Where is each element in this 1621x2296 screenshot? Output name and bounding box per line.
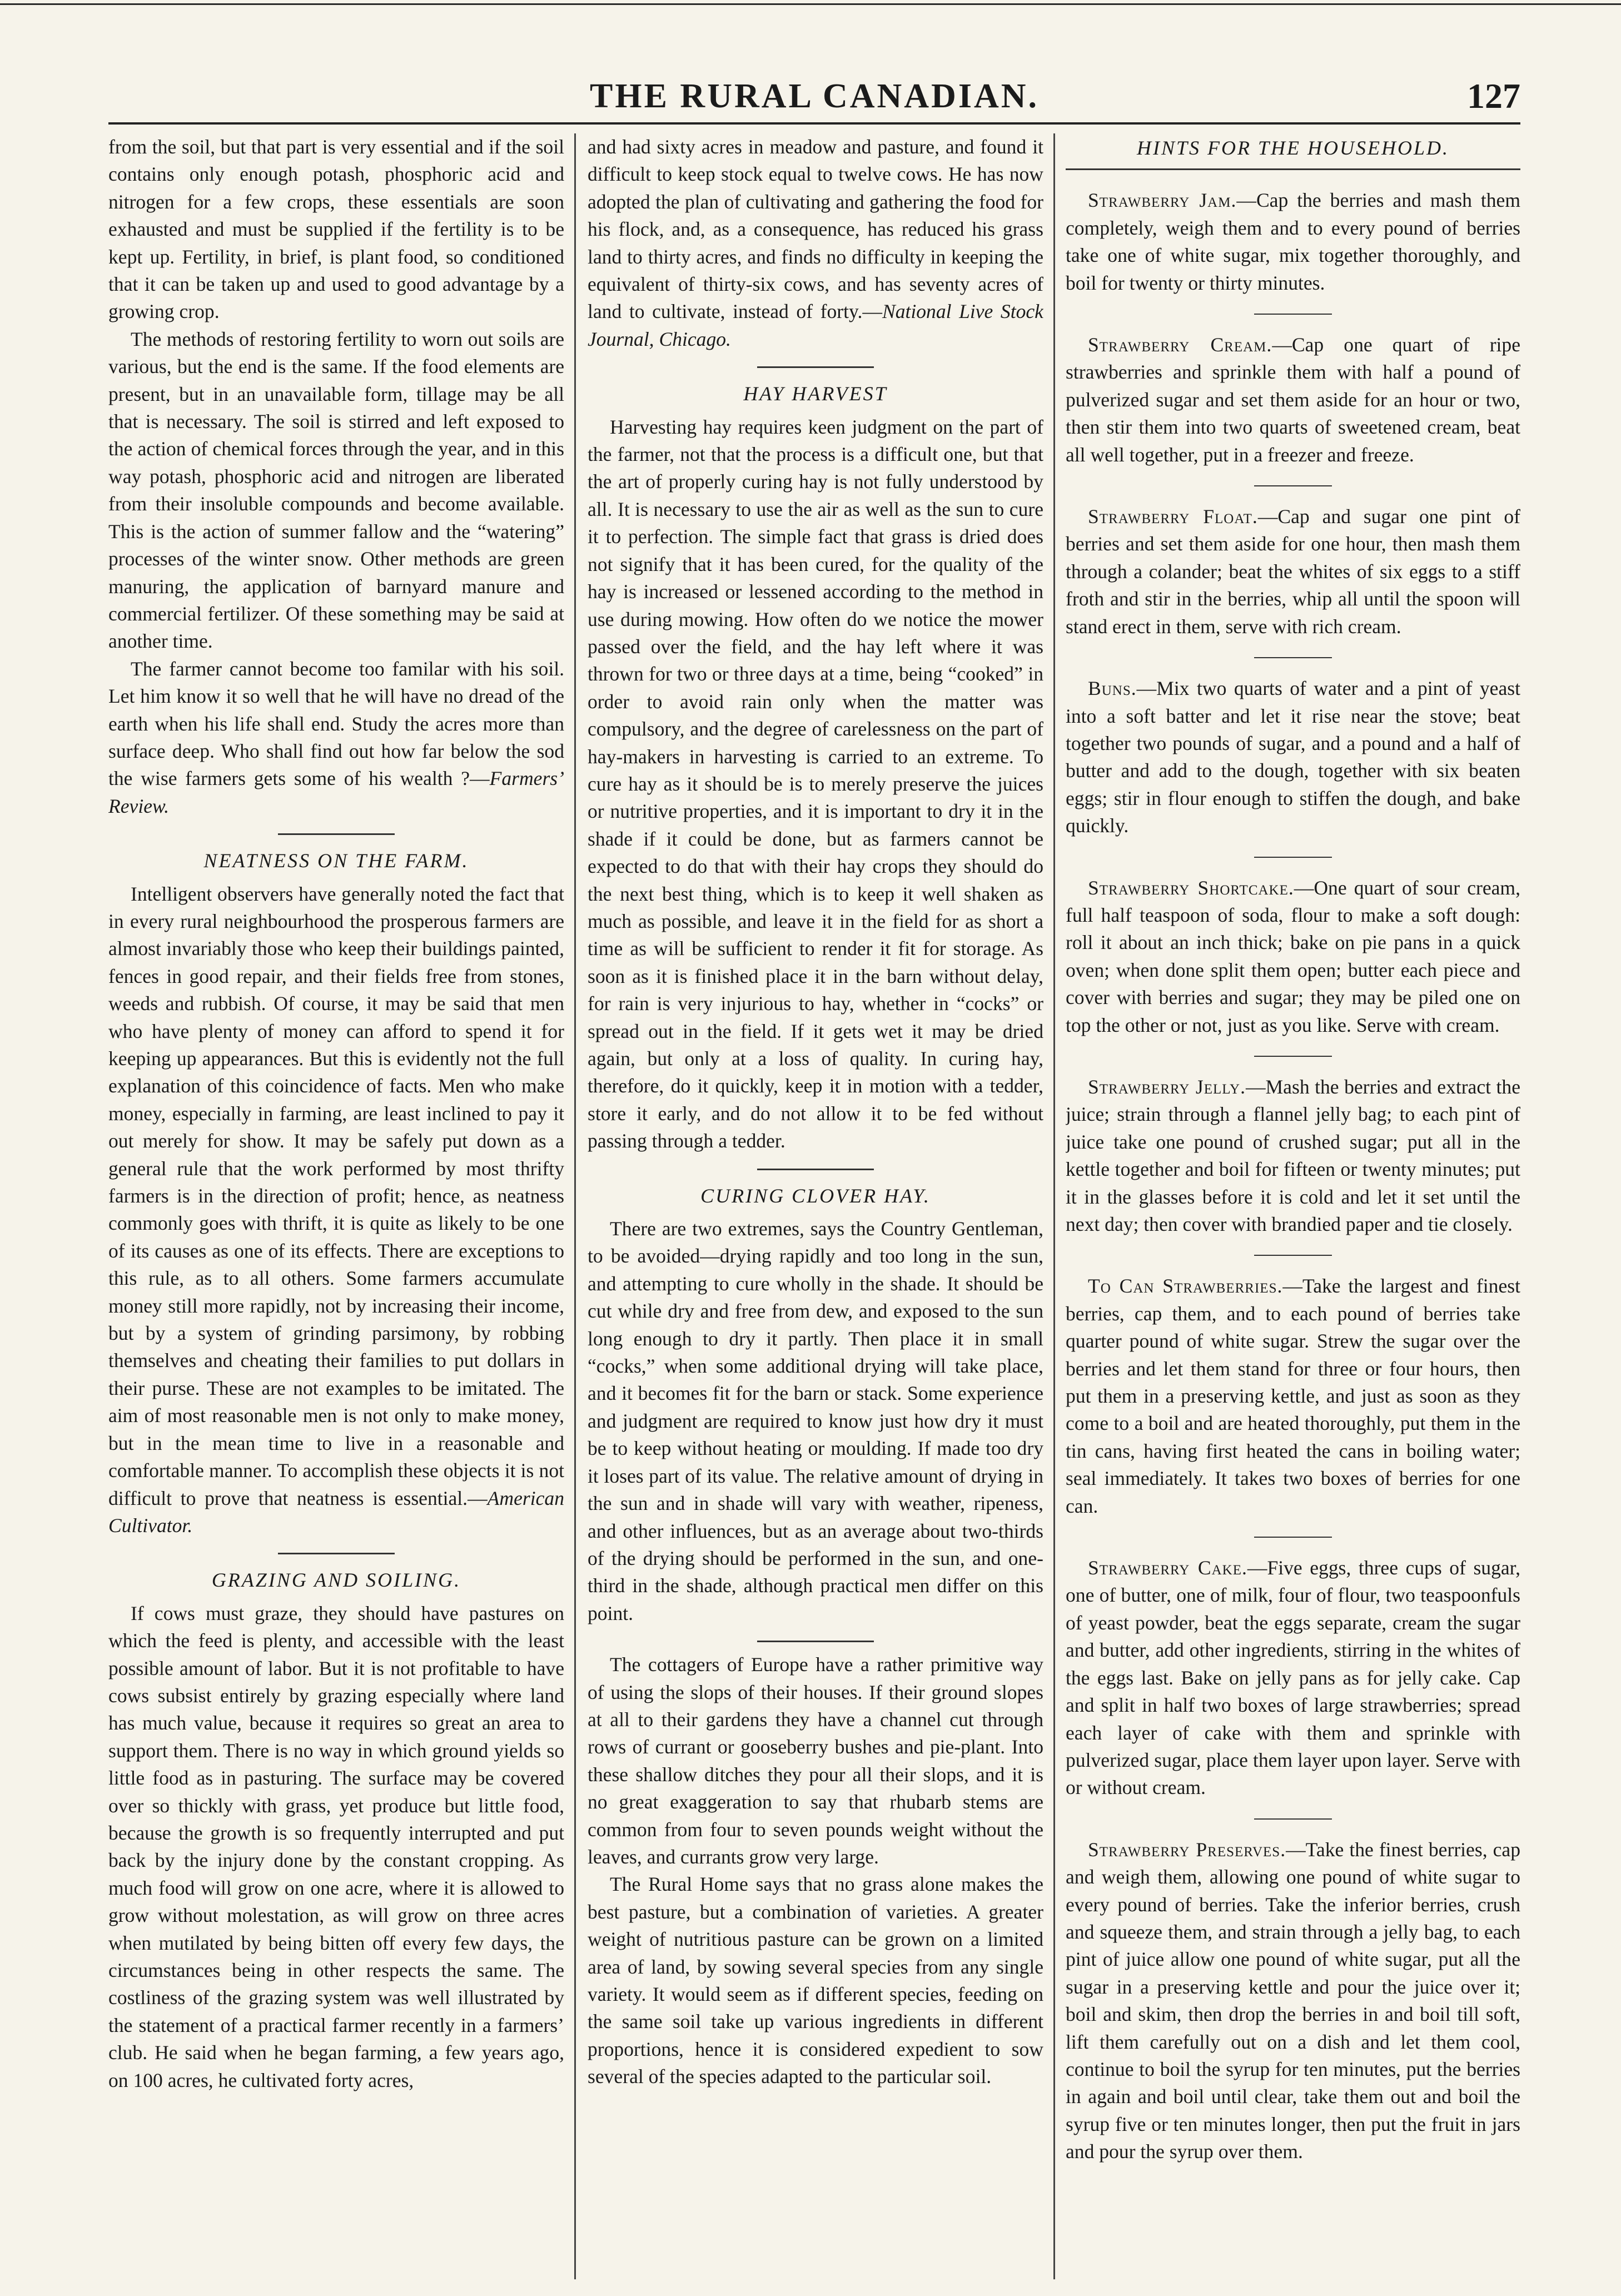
recipe-strawberry-jam [1066,187,1520,315]
page-top-rule [0,0,1621,8]
publication-title: THE RURAL CANADIAN. [589,77,1039,115]
section-divider [278,833,395,835]
recipe-divider [1254,1255,1332,1256]
column-2 [588,133,1043,2279]
heading-hints-for-the-household: HINTS FOR THE HOUSEHOLD. [1066,135,1520,170]
recipe-text [1066,1273,1520,1520]
recipe-body: —Five eggs, three cups of sugar, one of butter, one of milk, four of flour, two teaspoonfuls of yeast powder, beat the eggs separate, cream the sugar and butter, add other ingredients, stirring in the whites of the eggs last. Bake on jelly pans as for jelly cake. Cap and split in half two boxes of large strawberries; spread each layer of cake with them and sprinkle with pulverized sugar, place them layer upon layer. Serve with or without cream. [1066,1557,1520,1799]
page-number: 127 [1467,76,1520,116]
recipe-strawberry-preserves [1066,1836,1520,2166]
recipe-divider [1254,657,1332,658]
recipe-title: Strawberry Cake. [1088,1557,1247,1579]
recipe-text [1066,331,1520,469]
recipe-body: —Cap one quart of ripe strawberries and sprinkle them with half a pound of pulverized sugar and set them aside for an hour or two, then stir them into two quarts of sweetened cream, beat all well together, put in a freezer and freeze. [1066,334,1520,466]
recipe-strawberry-cake [1066,1554,1520,1820]
recipe-title: Strawberry Jelly. [1088,1075,1246,1098]
recipe-text [1066,1554,1520,1802]
recipe-strawberry-shortcake [1066,874,1520,1057]
recipe-body: —Take the largest and finest berries, cap them, and to each pound of berries take quarter pound of white sugar. Strew the sugar over the berries and let them stand for three or four hours, then put them in a preserving kettle, and just as soon as they come to a boil and are heated thoroughly, put them in the tin cans, having first heated the cans in boiling water; seal immediately. It takes two boxes of berries for one can. [1066,1275,1520,1517]
recipe-body: —Mix two quarts of water and a pint of yeast into a soft batter and let it rise near the stove; beat together two pounds of sugar, and a pound and a half of butter and add to the dough, together with six beaten eggs; stir in flour enough to stiffen the dough, and bake quickly. [1066,677,1520,837]
section-divider [757,366,874,368]
paragraph-clover-hay: There are two extremes, says the Country Gentleman, to be avoided—drying rapidly and too long in the sun, and attempting to cure wholly in the shade. It should be cut while dry and free from dew, and exposed to the sun long enough to dry it partly. Then place it in small “cocks,” when some additional drying will take place, and it becomes fit for the barn or stack. Some experience and judgment are required to know just how dry it must be to keep without heating or moulding. If made too dry it loses part of its value. The relative amount of drying in the sun and in shade will vary with weather, ripeness, and other influences, but as an average about two-thirds of the drying should be performed in the sun, and one-third in the shade, although practical men differ on this point. [588,1217,1043,1624]
heading-hay-harvest: HAY HARVEST [743,382,888,405]
recipe-buns [1066,675,1520,857]
recipe-divider [1254,1537,1332,1538]
column-divider [574,133,576,2279]
article-columns [108,133,1520,2279]
recipe-text [1066,1074,1520,1238]
recipe-title: Strawberry Shortcake. [1088,876,1294,899]
heading-neatness-on-the-farm: NEATNESS ON THE FARM. [203,849,469,872]
recipe-title: Strawberry Cream. [1088,334,1272,356]
recipe-divider [1254,314,1332,315]
recipe-text [1066,1836,1520,2166]
paragraph-text: and had sixty acres in meadow and pasture, and found it difficult to keep stock equal to twelve cows. He has now adopted the plan of cultivating and gathering the food for his flock, and, as a consequence, has reduced his grass land to thirty acres, and finds no difficulty in keeping the equivalent of thirty-six cows, and has seventy acres of land to cultivate, instead of forty.— [588,136,1043,323]
recipe-divider [1254,485,1332,486]
recipe-divider [1254,857,1332,858]
recipe-text [1066,503,1520,640]
recipe-body: —Mash the berries and extract the juice; strain through a flannel jelly bag; to each pint of juice take one pound of crushed sugar; put all in the kettle together and boil for fifteen or twenty minutes; put it in the glasses before it is cold and let it set until the next day; then cover with brandied paper and tie closely. [1066,1075,1520,1235]
column-divider [1053,133,1055,2279]
column-1 [108,133,564,2279]
paragraph-fertility-cont: from the soil, but that part is very essential and if the soil contains only enough potash, phosphoric acid and nitrogen for a few crops, these essentials are soon exhausted and must be supplied if the fertility is to be kept up. Fertility, in brief, is plant food, so conditioned that it can be taken up and used to good advantage by a growing crop. [108,136,564,323]
heading-grazing-and-soiling: GRAZING AND SOILING. [211,1569,461,1592]
source-citation: Farmers’ Review. [108,767,564,817]
recipe-divider [1254,1818,1332,1820]
recipe-text [1066,675,1520,839]
masthead [108,72,1520,125]
heading-curing-clover-hay: CURING CLOVER HAY. [700,1184,931,1207]
paragraph-text: Intelligent observers have generally noted the fact that in every rural neighbourhood the prosperous farmers are almost invariably those who keep their buildings painted, fences in good repair, and their fields free from stones, weeds and rubbish. Of course, it may be said that men who have plenty of money can afford to spend it for keeping up appearances. But this is evidently not the full explanation of this coincidence of facts. Men who make money, especially in farming, are least inclined to pay it out merely for show. It may be safely put down as a general rule that the work performed by most thrifty farmers is in the direction of profit; hence, as neatness commonly goes with thrift, it is quite as likely to be one of its causes as one of its effects. There are exceptions to this rule, as to all others. Some farmers accumulate money still more rapidly, not by increasing their income, but by a system of grinding parsimony, by robbing themselves and cheating their families to put dollars in their purse. These are not examples to be imitated. The aim of most reasonable men is not only to make money, but in the mean time to live in a reasonable and comfortable manner. To accomplish these objects it is not difficult to prove that neatness is essential.— [108,882,564,1509]
paragraph-grazing-cont [588,133,1043,353]
source-citation: American Cultivator. [108,1487,564,1537]
recipe-strawberry-cream [1066,331,1520,486]
recipe-divider [1254,1056,1332,1057]
paragraph-cottagers: The cottagers of Europe have a rather primitive way of using the slops of their houses. If their ground slopes at all to their gardens they have a channel cut through rows of currant or gooseberry bushes and pie-plant. Into these shallow ditches they pour all their slops, and it is no great exaggeration to say that rhubarb stems are common from four to seven pounds weight without the leaves, and currants grow very large. [588,1653,1043,1868]
recipe-body: —One quart of sour cream, full half teaspoon of soda, flour to make a soft dough: roll it about an inch thick; bake on pie pans in a quick oven; when done split them open; butter each piece and cover with berries and sugar; they may be piled one on top the other or not, just as you like. Serve with cream. [1066,876,1520,1036]
recipe-body: —Cap the berries and mash them completely, weigh them and to every pound of berries take one of white sugar, mix together thoroughly, and boil for twenty or thirty minutes. [1066,189,1520,294]
recipe-to-can-strawberries [1066,1273,1520,1538]
paragraph-text: The farmer cannot become too familar with his soil. Let him know it so well that he will have no dread of the earth when his life shall end. Study the acres more than surface deep. Who shall find out how far below the sod the wise farmers gets some of his wealth ?— [108,657,564,790]
paragraph-rural-home: The Rural Home says that no grass alone makes the best pasture, but a combination of varieties. A greater weight of nutritious pasture can be grown on a limited area of land, by sowing several species from any single variety. It would seem as if different species, feeding on the same soil take up various ingredients in different proportions, hence it is considered expedient to sow several of the species adapted to the particular soil. [588,1873,1043,2088]
section-divider [757,1169,874,1170]
recipe-strawberry-float [1066,503,1520,658]
paragraph-neatness [108,881,564,1540]
paragraph-hay-harvest: Harvesting hay requires keen judgment on the part of the farmer, not that the process is a difficult one, but that the art of properly curing hay is not fully understood by all. It is necessary to use the air as well as the sun to cure it to perfection. The simple fact that grass is dried does not signify that it has been cured, for the quality of the hay is increased or lessened according to the method in use during mowing. How often do we notice the mower passed over the field, and the hay left where it was thrown for two or three days at a time, being “cooked” in order to avoid rain only when the matter was compulsory, and the degree of carelessness on the part of hay-makers in harvesting is carried to an extreme. To cure hay as it should be is to merely preserve the juices or nutritive properties, and it is important to dry it in the shade if it could be done, but as farmers cannot be expected to do that with their hay crops they should do the next best thing, which is to keep it well shaken as much as possible, and leave it in the field for as short a time as will be sufficient to render it fit for storage. As soon as it is finished place it in the barn without delay, for rain is very injurious to hay, whether in “cocks” or spread out in the field. If it gets wet it may be dried again, but only at a loss of quality. In curing hay, therefore, do it quickly, keep it in motion with a tedder, store it early, and do not allow it to be fed without passing through a tedder. [588,415,1043,1152]
paragraph-grazing: If cows must graze, they should have pastures on which the feed is plenty, and accessible with the least possible amount of labor. But it is not profitable to have cows subsist entirely by grazing especially where land has much value, because it requires so great an area to support them. There is no way in which ground yields so little food as in pasturing. The surface may be covered over so thickly with grass, yet produce but little food, because the growth is so frequently interrupted and put back by the injury done by the constant cropping. As much food will grow on one acre, where it is allowed to grow without molestation, as will grow on three acres when mutilated by being bitten off every few days, the circumstances being in other respects the same. The costliness of the grazing system was well illustrated by the statement of a practical farmer recently in a farmers’ club. He said when he began farming, a few years ago, on 100 acres, he cultivated forty acres, [108,1602,564,2091]
recipe-text [1066,874,1520,1039]
paragraph-know-your-soil [108,655,564,820]
recipe-title: Strawberry Float. [1088,505,1258,528]
recipe-text [1066,187,1520,297]
section-divider [757,1641,874,1642]
column-3 [1066,133,1520,2279]
recipe-title: To Can Strawberries. [1088,1275,1283,1298]
section-divider [278,1553,395,1554]
recipe-body: —Take the finest berries, cap and weigh them, allowing one pound of white sugar to every pound of berries. Take the inferior berries, crush and squeeze them, and strain through a jelly bag, to each pint of juice allow one pound of white sugar, put all the sugar in a preserving kettle and pour the juice over it; boil and skim, then drop the berries in and boil till soft, lift them carefully out on a dish and let them cool, continue to boil the syrup for ten minutes, put the berries in again and boil until clear, take them out and boil the syrup five or ten minutes longer, then put the fruit in jars and pour the syrup over them. [1066,1838,1520,2163]
recipe-strawberry-jelly [1066,1074,1520,1256]
source-citation: National Live Stock Journal, Chicago. [588,300,1043,350]
paragraph-restoring-fertility: The methods of restoring fertility to worn out soils are various, but the end is the same. If the food elements are present, but in an unavailable form, tillage may be all that is necessary. The soil is stirred and left exposed to the action of chemical forces through the year, and in this way potash, phosphoric acid and nitrogen are liberated from their insoluble compounds and become available. This is the action of summer fallow and the “watering” processes of the winter snow. Other methods are green manuring, the application of barnyard manure and commercial fertilizer. Of these something may be said at another time. [108,327,564,653]
recipe-title: Strawberry Jam. [1088,189,1237,212]
recipe-title: Buns. [1088,677,1137,700]
recipe-body: —Cap and sugar one pint of berries and set them aside for one hour, then mash them through a colander; beat the whites of six eggs to a stiff froth and stir in the berries, whip all until the spoon will stand erect in them, serve with rich cream. [1066,505,1520,638]
recipe-title: Strawberry Preserves. [1088,1838,1286,1861]
